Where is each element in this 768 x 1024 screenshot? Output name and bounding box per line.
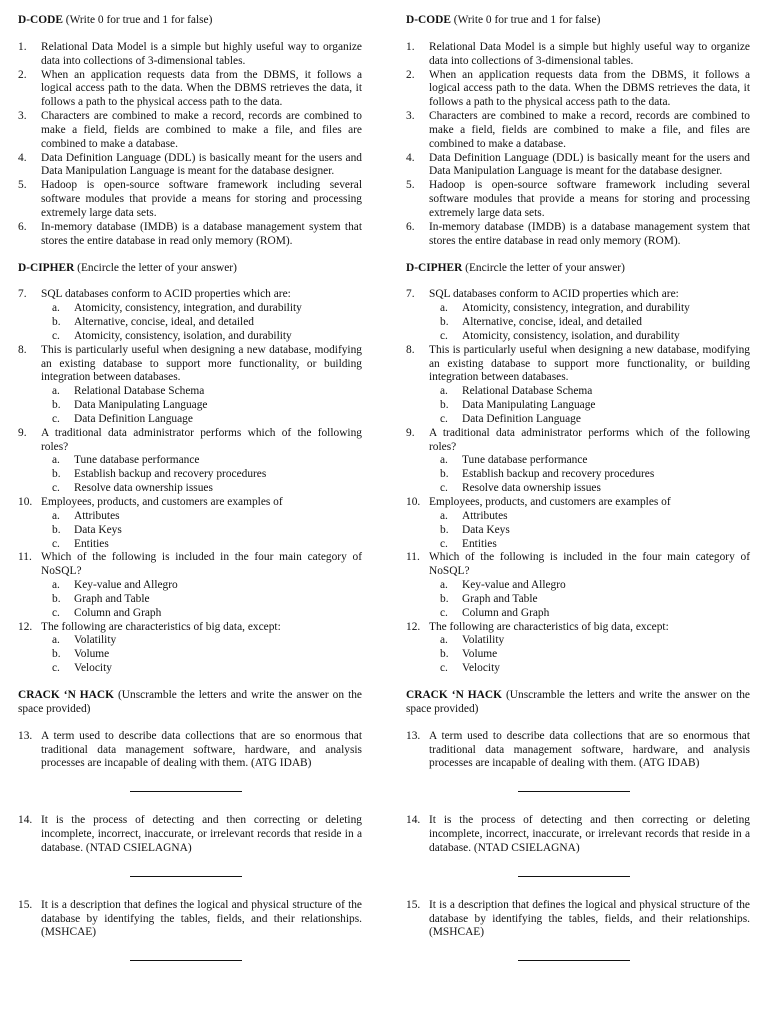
question-1: 1. Relational Data Model is a simple but highly useful way to organize data into collections of 3-dimensional tables.	[18, 40, 362, 67]
question-15: 15. It is a description that defines the logical and physical structure of the database by identifying the tables, fields, and their relationships. (MSHCAE)	[18, 898, 362, 939]
option-11c[interactable]: c. Column and Graph	[52, 606, 162, 619]
option-9c[interactable]: c. Resolve data ownership issues	[52, 482, 213, 495]
option-8a[interactable]: a. Relational Database Schema	[440, 385, 593, 398]
question-2: 2. When an application requests data from the DBMS, it follows a logical access path to the data. When the DBMS retrieves the data, it follows a path to the physical access path to the data.	[406, 68, 750, 109]
question-7: 7. SQL databases conform to ACID properties which are: a. Atomicity, consistency, integration, and durability b. Alternative, concise, ideal, and detailed c. Atomicity, consistency, isolation, and durability	[406, 288, 750, 343]
question-5: 5. Hadoop is open-source software framework including several software modules that provide a means for storing and processing extremely large data sets.	[18, 179, 362, 219]
dcipher-items	[18, 288, 362, 676]
question-15: 15. It is a description that defines the logical and physical structure of the database by identifying the tables, fields, and their relationships. (MSHCAE)	[406, 898, 750, 939]
dcode-heading: D-CODE (Write 0 for true and 1 for false)	[18, 14, 213, 26]
option-11a[interactable]: a. Key-value and Allegro	[440, 579, 566, 592]
question-8: 8. This is particularly useful when designing a new database, modifying an existing database to support more functionality, or building integration between databases. a. Relational Database Schema b. Data Manipulating Language c. Data Definition Language	[406, 343, 750, 425]
question-6: 6. In-memory database (IMDB) is a database management system that stores the entire database in read only memory (ROM).	[406, 220, 750, 247]
worksheet-column-right	[406, 14, 750, 961]
question-5: 5. Hadoop is open-source software framework including several software modules that provide a means for storing and processing extremely large data sets.	[406, 179, 750, 219]
option-10c[interactable]: c. Entities	[440, 537, 497, 550]
option-12b[interactable]: b. Volume	[52, 648, 110, 661]
option-7a[interactable]: a. Atomicity, consistency, integration, and durability	[440, 302, 690, 315]
option-10c[interactable]: c. Entities	[52, 537, 109, 550]
option-12c[interactable]: c. Velocity	[52, 662, 112, 675]
dcipher-heading: D-CIPHER (Encircle the letter of your answer)	[18, 261, 237, 274]
answer-blank-15[interactable]	[518, 960, 630, 961]
option-11c[interactable]: c. Column and Graph	[440, 606, 550, 619]
dcipher-items	[406, 288, 750, 676]
crack-heading: CRACK ‘N HACK (Unscramble the letters and write the answer on the space provided)	[406, 688, 750, 715]
option-12b[interactable]: b. Volume	[440, 648, 498, 661]
question-9: 9. A traditional data administrator performs which of the following roles? a. Tune database performance b. Establish backup and recovery procedures c. Resolve data ownership issues	[406, 426, 750, 495]
question-10: 10. Employees, products, and customers are examples of a. Attributes b. Data Keys c. Entities	[18, 496, 362, 551]
option-9b[interactable]: b. Establish backup and recovery procedures	[440, 468, 655, 481]
option-10b[interactable]: b. Data Keys	[440, 523, 510, 536]
question-1: 1. Relational Data Model is a simple but highly useful way to organize data into collections of 3-dimensional tables.	[406, 40, 750, 67]
dcode-items	[18, 41, 362, 249]
option-8a[interactable]: a. Relational Database Schema	[52, 385, 205, 398]
option-7b[interactable]: b. Alternative, concise, ideal, and detailed	[52, 316, 254, 329]
option-11a[interactable]: a. Key-value and Allegro	[52, 579, 178, 592]
option-10a[interactable]: a. Attributes	[440, 509, 508, 522]
dcipher-heading: D-CIPHER (Encircle the letter of your answer)	[406, 261, 625, 274]
option-12c[interactable]: c. Velocity	[440, 662, 500, 675]
option-7c[interactable]: c. Atomicity, consistency, isolation, and durability	[440, 329, 680, 342]
question-8: 8. This is particularly useful when designing a new database, modifying an existing database to support more functionality, or building integration between databases. a. Relational Database Schema b. Data Manipulating Language c. Data Definition Language	[18, 343, 362, 425]
question-6: 6. In-memory database (IMDB) is a database management system that stores the entire database in read only memory (ROM).	[18, 220, 362, 247]
option-9a[interactable]: a. Tune database performance	[52, 454, 200, 467]
question-11: 11. Which of the following is included in the four main category of NoSQL? a. Key-value and Allegro b. Graph and Table c. Column and Graph	[406, 551, 750, 619]
question-11: 11. Which of the following is included in the four main category of NoSQL? a. Key-value and Allegro b. Graph and Table c. Column and Graph	[18, 551, 362, 619]
option-7b[interactable]: b. Alternative, concise, ideal, and detailed	[440, 316, 642, 329]
question-2: 2. When an application requests data from the DBMS, it follows a logical access path to the data. When the DBMS retrieves the data, it follows a path to the physical access path to the data.	[18, 68, 362, 109]
dcode-heading: D-CODE (Write 0 for true and 1 for false)	[406, 14, 601, 26]
question-9: 9. A traditional data administrator performs which of the following roles? a. Tune database performance b. Establish backup and recovery procedures c. Resolve data ownership issues	[18, 426, 362, 495]
question-4: 4. Data Definition Language (DDL) is basically meant for the users and Data Manipulation Language is meant for the database designer.	[406, 151, 750, 178]
question-13: 13. A term used to describe data collections that are so enormous that traditional data management software, hardware, and analysis processes are incapable of dealing with them. (ATG IDAB)	[406, 729, 750, 770]
option-9c[interactable]: c. Resolve data ownership issues	[440, 482, 601, 495]
question-3: 3. Characters are combined to make a record, records are combined to make a field, fields are combined to make a file, and files are combined to make a database.	[18, 110, 362, 150]
question-4: 4. Data Definition Language (DDL) is basically meant for the users and Data Manipulation Language is meant for the database designer.	[18, 151, 362, 178]
question-3: 3. Characters are combined to make a record, records are combined to make a field, fields are combined to make a file, and files are combined to make a database.	[406, 110, 750, 150]
option-8c[interactable]: c. Data Definition Language	[440, 412, 581, 425]
option-12a[interactable]: a. Volatility	[52, 634, 117, 647]
crack-heading: CRACK ‘N HACK (Unscramble the letters and write the answer on the space provided)	[18, 688, 362, 715]
option-10a[interactable]: a. Attributes	[52, 509, 120, 522]
question-13: 13. A term used to describe data collections that are so enormous that traditional data management software, hardware, and analysis processes are incapable of dealing with them. (ATG IDAB)	[18, 729, 362, 770]
option-7a[interactable]: a. Atomicity, consistency, integration, and durability	[52, 302, 302, 315]
question-14: 14. It is the process of detecting and then correcting or deleting incomplete, incorrect, inaccurate, or irrelevant records that reside in a database. (NTAD CSIELAGNA)	[406, 814, 750, 854]
crack-items	[18, 730, 362, 962]
option-9b[interactable]: b. Establish backup and recovery procedures	[52, 468, 267, 481]
option-9a[interactable]: a. Tune database performance	[440, 454, 588, 467]
answer-blank-15[interactable]	[130, 960, 242, 961]
dcode-items	[406, 41, 750, 249]
option-11b[interactable]: b. Graph and Table	[440, 592, 538, 605]
option-8b[interactable]: b. Data Manipulating Language	[440, 399, 596, 412]
worksheet-column-left	[18, 14, 362, 961]
option-11b[interactable]: b. Graph and Table	[52, 592, 150, 605]
question-12: 12. The following are characteristics of big data, except: a. Volatility b. Volume c. Velocity	[18, 621, 362, 676]
question-12: 12. The following are characteristics of big data, except: a. Volatility b. Volume c. Velocity	[406, 621, 750, 676]
crack-items	[406, 730, 750, 962]
option-7c[interactable]: c. Atomicity, consistency, isolation, and durability	[52, 329, 292, 342]
question-7: 7. SQL databases conform to ACID properties which are: a. Atomicity, consistency, integration, and durability b. Alternative, concise, ideal, and detailed c. Atomicity, consistency, isolation, and durability	[18, 288, 362, 343]
option-10b[interactable]: b. Data Keys	[52, 523, 122, 536]
option-8c[interactable]: c. Data Definition Language	[52, 412, 193, 425]
question-14: 14. It is the process of detecting and then correcting or deleting incomplete, incorrect, inaccurate, or irrelevant records that reside in a database. (NTAD CSIELAGNA)	[18, 814, 362, 854]
question-10: 10. Employees, products, and customers are examples of a. Attributes b. Data Keys c. Entities	[406, 496, 750, 551]
option-12a[interactable]: a. Volatility	[440, 634, 505, 647]
option-8b[interactable]: b. Data Manipulating Language	[52, 399, 208, 412]
